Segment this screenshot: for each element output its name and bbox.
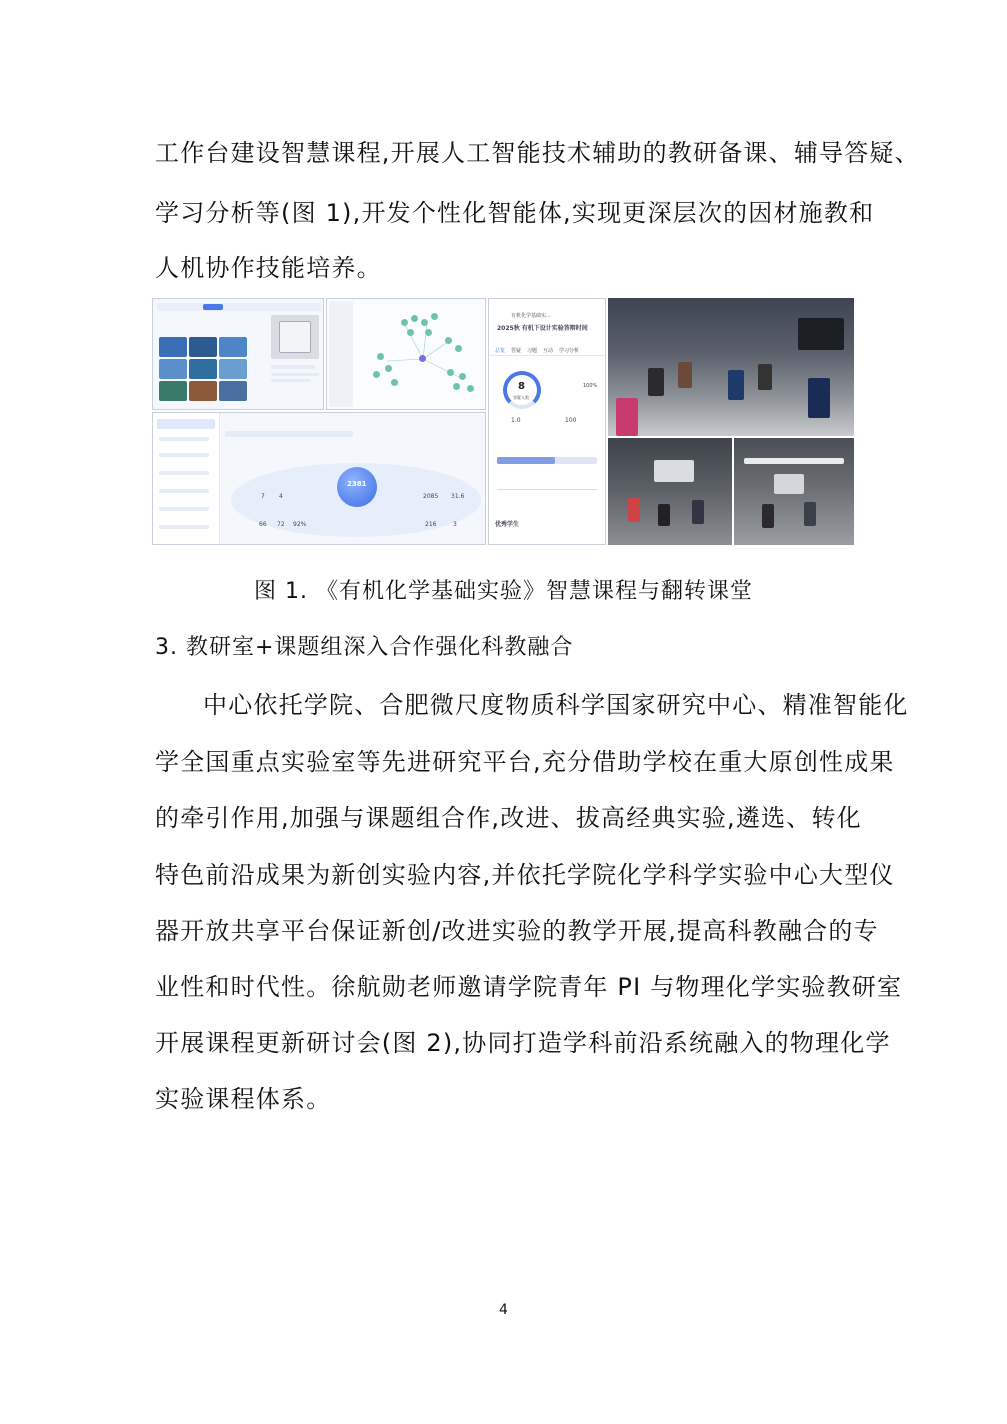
dashboard-stat: 216 — [425, 521, 437, 528]
mobile-tab-exercises[interactable]: 习题 — [527, 348, 538, 354]
dashboard-stat: 31.6 — [451, 493, 465, 500]
mobile-score-b: 100 — [565, 417, 577, 424]
mobile-section-title: 优秀学生 — [495, 521, 520, 528]
body-line: 实验课程体系。 — [155, 1085, 332, 1113]
intro-line: 工作台建设智慧课程,开展人工智能技术辅助的教研备课、辅导答疑、 — [155, 139, 920, 167]
mobile-tab-qa[interactable]: 答疑 — [511, 348, 522, 354]
body-line: 的牵引作用,加强与课题组合作,改进、拔高经典实验,遴选、转化 — [155, 804, 862, 832]
mobile-metric-value: 8 — [518, 381, 525, 392]
knowledge-graph-screenshot — [326, 298, 486, 410]
lecture-hall-photo-right — [734, 438, 854, 545]
dashboard-stat: 3 — [453, 521, 457, 528]
body-line: 开展课程更新研讨会(图 2),协同打造学科前沿系统融入的物理化学 — [155, 1029, 891, 1057]
mobile-app-screenshot — [488, 298, 606, 545]
analytics-dashboard-screenshot — [152, 412, 486, 545]
dashboard-stat: 92% — [293, 521, 307, 528]
intro-line: 学习分析等(图 1),开发个性化智能体,实现更深层次的因材施教和 — [155, 199, 875, 227]
mobile-score-a: 1.0 — [511, 417, 521, 424]
dashboard-stat: 66 — [259, 521, 267, 528]
mobile-course-name: 2025秋 有机下设计实验答辩时间 — [497, 325, 588, 332]
dashboard-stat: 4 — [279, 493, 283, 500]
body-line: 器开放共享平台保证新创/改进实验的教学开展,提高科教融合的专 — [155, 917, 879, 945]
dashboard-stat: 72 — [277, 521, 285, 528]
body-line: 中心依托学院、合肥微尺度物质科学国家研究中心、精准智能化 — [203, 691, 909, 719]
course-homepage-screenshot — [152, 298, 324, 410]
page-number: 4 — [499, 1302, 508, 1318]
dashboard-big-number: 2381 — [347, 480, 367, 488]
figure-caption: 图 1. 《有机化学基础实验》智慧课程与翻转课堂 — [254, 579, 753, 604]
mobile-title: 有机化学基础实... — [511, 313, 551, 319]
figure-1-collage — [152, 298, 854, 545]
classroom-discussion-photo — [608, 298, 854, 436]
body-line: 业性和时代性。徐航勋老师邀请学院青年 PI 与物理化学实验教研室 — [155, 973, 903, 1001]
mobile-tab-analysis[interactable]: 学习分析 — [559, 348, 580, 354]
mobile-metric-label: 答疑人数 — [513, 395, 529, 400]
mobile-tab-interaction[interactable]: 互动 — [543, 348, 554, 354]
intro-line: 人机协作技能培养。 — [155, 254, 382, 282]
lecture-hall-photo-left — [608, 438, 732, 545]
dashboard-stat: 2085 — [423, 493, 439, 500]
section-heading: 3. 教研室+课题组深入合作强化科教融合 — [155, 635, 574, 660]
body-line: 学全国重点实验室等先进研究平台,充分借助学校在重大原创性成果 — [155, 748, 895, 776]
graph-edges — [327, 299, 486, 410]
mobile-tab-overview[interactable]: 总览 — [495, 348, 506, 354]
dashboard-stat: 7 — [261, 493, 265, 500]
body-line: 特色前沿成果为新创实验内容,并依托学院化学科学实验中心大型仪 — [155, 861, 895, 889]
mobile-percent: 100% — [583, 383, 598, 389]
